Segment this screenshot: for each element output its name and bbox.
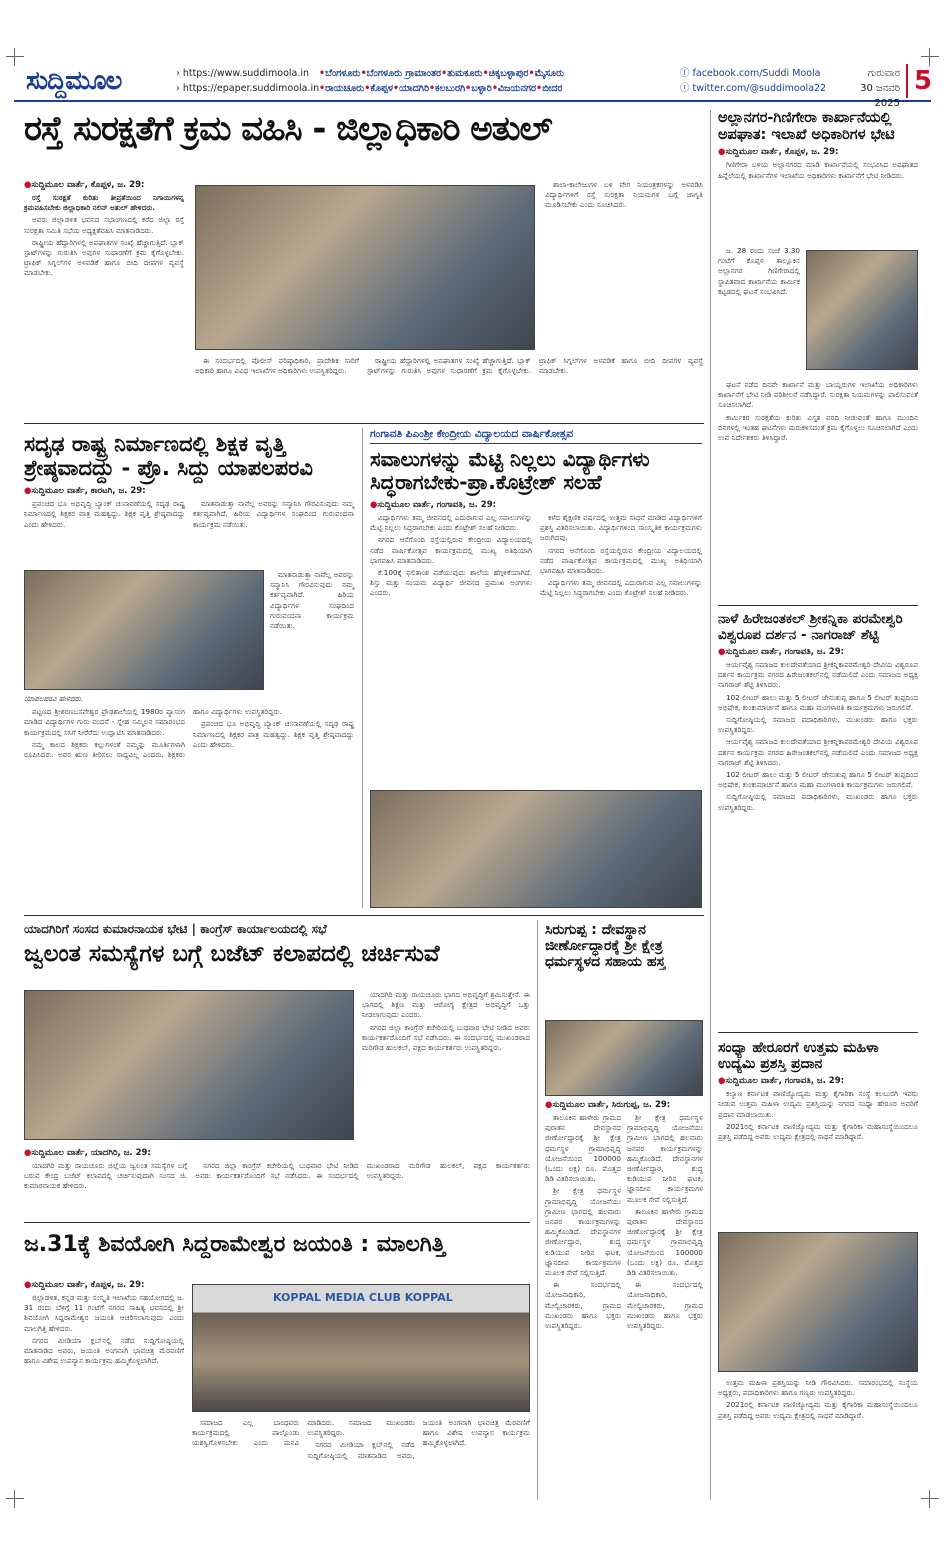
article-body: ರಸ್ತೆ ಸುರಕ್ಷತೆ ಕುರಿತು ತೀವ್ರತೆಯಿಂದ ನಿಗಾಯಿಗಳನ್ನ ಕ್ರಮವಹಿಸಬೇಕು ಜಿಲ್ಲಾಧಿಕಾರಿ ನಲಿನ್ ಅತುಲ್ ಹೇಳಿದರು. ಅವರು ಜಿಲ್ಲಾಡಳಿತ ಭವನದ ಸಭಾಂಗಣದಲ್ಲಿ ಕರೆದ ಜಿಲ್ಲಾ ರಸ್ತೆ ಸುರಕ್ಷತಾ ಸಮಿತಿ ಸಭೆಯ ಅಧ್ಯಕ್ಷತೆವಹಿಸಿ ಮಾತನಾಡಿದರು. ರಾಷ್ಟ್ರೀಯ ಹೆದ್ದಾರಿಗಳಲ್ಲಿ ಅಪಘಾತಗಳ ಸಂಖ್ಯೆ ಹೆಚ್ಚಾಗುತ್ತಿದೆ. ಬ್ಲಾಕ್ ಸ್ಪಾಟ್‌ಗಳನ್ನು ಗುರುತಿಸಿ ಅವುಗಳ ಸುಧಾರಣೆಗೆ ಕ್ರಮ ಕೈಗೊಳ್ಳಬೇಕು. ಟ್ರಾಫಿಕ್ ಸಿಗ್ನಲ್‌ಗಳ ಅಳವಡಿಕೆ ಹಾಗೂ ಬೀದಿ ದೀಪಗಳ ವ್ಯವಸ್ಥೆ ಮಾಡಬೇಕು. [24,193,184,278]
district-link[interactable]: ವಿಜಯನಗರ [497,83,537,94]
divider [718,605,918,606]
social-links [680,66,826,96]
byline: ●ಸುದ್ದಿಮೂಲ ವಾರ್ತೆ, ಸಿರುಗುಪ್ಪ, ಜ. 29: [545,1100,671,1110]
factory-photo [806,250,918,370]
day-label: ಗುರುವಾರ [867,68,900,79]
website-links [176,66,319,96]
district-row-1 [319,66,564,81]
district-row-2 [319,81,564,96]
registration-mark [6,1490,24,1508]
article-road-safety [24,110,704,149]
district-link[interactable]: ಬೀದರ [542,83,563,94]
byline: ●ಸುದ್ದಿಮೂಲ ವಾರ್ತೆ, ಕಾರಟಗಿ, ಜ. 29: [24,486,146,497]
byline: ●ಸುದ್ದಿಮೂಲ ವಾರ್ತೆ, ಕೊಪ್ಪಳ, ಜ. 29: [24,180,145,190]
headline: ರಸ್ತೆ ಸುರಕ್ಷತೆಗೆ ಕ್ರಮ ವಹಿಸಿ - ಜಿಲ್ಲಾಧಿಕಾರಿ ಅತುಲ್ [24,109,552,149]
facebook-link[interactable]: ⓕ facebook.com/Suddi Moola [680,68,821,79]
column-divider [362,428,363,908]
bullet-icon: • [465,83,472,94]
bullet-icon: • [319,83,326,94]
page-number: 5 [906,64,932,98]
article-teacher: ಸದೃಢ ರಾಷ್ಟ್ರ ನಿರ್ಮಾಣದಲ್ಲಿ ಶಿಕ್ಷಕ ವೃತ್ತಿ ಶ್ರೇಷ್ಠವಾದದ್ದು - ಪ್ರೊ. ಸಿದ್ದು ಯಾಪಲಪರವಿ ●ಸುದ್ದಿಮೂಲ ವಾರ್ತೆ, ಕಾರಟಗಿ, ಜ. 29: ಪ್ರಪಂಚದ ಭೂ ಅಭಿವೃದ್ಧಿ ಬ್ಯಾಂಕ್ ಚುನಾವಣೆಯಲ್ಲಿ ಸದೃಢ ರಾಷ್ಟ್ರ ನಿರ್ಮಾಣದಲ್ಲಿ ಶಿಕ್ಷಕರ ಪಾತ್ರ ಮಹತ್ವದ್ದು. ಶಿಕ್ಷಕ ವೃತ್ತಿ ಶ್ರೇಷ್ಠವಾದದ್ದು ಎಂದು ಹೇಳಿದರು. ಮಾತನಾಡುತ್ತಾ ನಾವೆಲ್ಲ ಅವರನ್ನು ಸನ್ಮಾನಿಸಿ ಗೌರವಿಸುವುದು ನಮ್ಮ ಕರ್ತವ್ಯವಾಗಿದೆ. ಹಿರಿಯ ವಿದ್ಯಾರ್ಥಿಗಳ ಸಂಘದಿಂದ ಗುರುವಂದನಾ ಕಾರ್ಯಕ್ರಮ ನಡೆಯಿತು. [24,432,354,529]
headline: ಸವಾಲುಗಳನ್ನು ಮೆಟ್ಟಿ ನಿಲ್ಲಲು ವಿದ್ಯಾರ್ಥಿಗಳು ಸಿದ್ಧರಾಗಬೇಕು-ಪ್ರಾ.ಕೊಟ್ರೇಶ್ ಸಲಹೆ [370,447,650,494]
divider [718,1032,918,1033]
headline: ಸದೃಢ ರಾಷ್ಟ್ರ ನಿರ್ಮಾಣದಲ್ಲಿ ಶಿಕ್ಷಕ ವೃತ್ತಿ ಶ್ರೇಷ್ಠವಾದದ್ದು - ಪ್ರೊ. ಸಿದ್ದು ಯಾಪಲಪರವಿ [24,432,313,481]
bullet-icon: • [482,68,489,79]
newspaper-logo[interactable]: ಸುದ್ದಿಮೂಲ [26,66,122,96]
kicker: ಗಂಗಾವತಿ ಪಿಎಂಶ್ರೀ ಕೇಂದ್ರೀಯ ವಿದ್ಯಾಲಯದ ವಾರ್ಷಿಕೋತ್ಸವ [370,428,702,444]
district-link[interactable]: ಯಾದಗಿರಿ [399,83,429,94]
bullet-icon: • [364,83,371,94]
twitter-icon: ⓣ [680,83,693,94]
article-road-safety-text-1 [24,180,184,281]
article-shivayogi [24,1232,530,1257]
district-link[interactable]: ಚಿಕ್ಕಬಳ್ಳಾಪುರ [488,68,529,79]
bullet-icon: • [393,83,400,94]
headline: ನಾಳೆ ಹಿರೇಜಂತಕಲ್ ಶ್ರೀಕನ್ನಿಕಾ ಪರಮೇಶ್ವರಿ ವಿಶ್ವರೂಪ ದರ್ಶನ - ನಾಗರಾಜ್ ಶೆಟ್ಟಿ [718,611,903,643]
temple-donation-photo [545,1020,703,1096]
headline: ಜ.31ಕ್ಕೆ ಶಿವಯೋಗಿ ಸಿದ್ದರಾಮೇಶ್ವರ ಜಯಂತಿ : ಮಾಲಗಿತ್ತಿ [24,1232,446,1257]
website-link[interactable]: › https://www.suddimoola.in [176,68,310,79]
date-label: 30 ಜನವರಿ 2025 [860,83,900,109]
column-divider [537,920,538,1500]
headline: ಅಲ್ಲಾನಗರ-ಗಿಣಿಗೇರಾ ಕಾರ್ಖಾನೆಯಲ್ಲಿ ಅಪಘಾತ: ಇಲಾಖೆ ಅಧಿಕಾರಿಗಳ ಭೇಟಿ [718,110,895,143]
district-link[interactable]: ಮೈಸೂರು [534,68,565,79]
bullet-icon: • [528,68,535,79]
bullet-icon: • [319,68,326,79]
award-ceremony-photo [718,1232,918,1372]
district-list [319,66,564,96]
article-alloy-accident: ಅಲ್ಲಾನಗರ-ಗಿಣಿಗೇರಾ ಕಾರ್ಖಾನೆಯಲ್ಲಿ ಅಪಘಾತ: ಇಲಾಖೆ ಅಧಿಕಾರಿಗಳ ಭೇಟಿ ●ಸುದ್ದಿಮೂಲ ವಾರ್ತೆ, ಕೊಪ್ಪಳ, ಜ. 29: ಗಿಣಿಗೇರಾ ಬಳಿಯ ಅಲ್ಲಾನಗರದ ಮಾಡಿ ಕಾರ್ಖಾನೆಯಲ್ಲಿ ಸಂಭವಿಸಿದ ಅಪಘಾತದ ಹಿನ್ನೆಲೆಯಲ್ಲಿ ಕಾರ್ಖಾನೆಗಳ ಇಲಾಖೆಯ ಅಧಿಕಾರಿಗಳು ಕಾರ್ಖಾನೆಗೆ ಭೇಟಿ ನೀಡಿದರು. [718,110,918,180]
epaper-link[interactable]: › https://epaper.suddimoola.in [176,83,320,94]
article-siruguppa [545,922,703,970]
article-road-safety-text-2: ಶಾಲಾ-ಕಾಲೇಜುಗಳ ಬಳಿ ವೇಗ ನಿಯಂತ್ರಕಗಳನ್ನು ಅಳವಡಿಸಿ ವಿದ್ಯಾರ್ಥಿಗಳಿಗೆ ರಸ್ತೆ ಸುರಕ್ಷತಾ ನಿಯಮಗಳ ಬಗ್ಗೆ ಜಾಗೃತಿ ಮೂಡಿಸಬೇಕು ಎಂದು ಸೂಚಿಸಿದರು. [545,180,703,210]
press-meet-photo [192,1284,530,1412]
divider [24,1222,530,1223]
column-divider [710,110,711,1500]
district-link[interactable]: ರಾಯಚೂರು [325,83,365,94]
road-safety-photo [195,185,535,350]
registration-mark [921,1490,939,1508]
byline: ●ಸುದ್ದಿಮೂಲ ವಾರ್ತೆ, ಯಾದಗಿರಿ, ಜ. 29: [24,1148,151,1158]
twitter-link[interactable]: ⓣ twitter.com/@suddimoola22 [680,83,827,94]
bullet-icon: • [441,68,448,79]
mp-meeting-photo [24,990,354,1140]
district-link[interactable]: ಕೊಪ್ಪಳ [370,83,394,94]
headline: ಜೀರ್ಣೋದ್ಧಾರಕ್ಕೆ ಶ್ರೀ ಕ್ಷೇತ್ರ ಧರ್ಮಸ್ಥಳದ ಸಹಾಯ ಹಸ್ತ [545,938,666,971]
headline: ಸಂಧ್ಯಾ ಹೇರೂರಗೆ ಉತ್ತಮ ಮಹಿಳಾ ಉದ್ಯಮಿ ಪ್ರಶಸ್ತಿ ಪ್ರದಾನ [718,1040,879,1073]
district-link[interactable]: ಬೆಂಗಳೂರು ಗ್ರಾಮಾಂತರ [366,68,441,79]
date-block [834,66,900,111]
masthead [14,62,933,109]
bullet-icon: • [536,83,543,94]
byline: ●ಸುದ್ದಿಮೂಲ ವಾರ್ತೆ, ಗಂಗಾವತಿ, ಜ. 29: [370,500,497,510]
bullet-icon: • [428,83,436,94]
divider [24,423,704,424]
bullet-icon: • [360,68,367,79]
headline: ಜ್ವಲಂತ ಸಮಸ್ಯೆಗಳ ಬಗ್ಗೆ ಬಜೆಟ್ ಕಲಾಪದಲ್ಲಿ ಚರ್ಚಿಸುವೆ [24,941,440,967]
caption: ಯಾಪಲಪರವಿ ಹೇಳಿದರು. [24,694,84,703]
kicker: ಸಿರುಗುಪ್ಪ : ದೇವಸ್ಥಾನ [545,922,646,938]
divider [24,915,704,916]
media-club-banner: KOPPAL MEDIA CLUB KOPPAL [273,1291,453,1304]
district-link[interactable]: ಕಲಬುರಗಿ [435,83,466,94]
article-road-safety-text-3: ಈ ಸಂದರ್ಭದಲ್ಲಿ ಪೊಲೀಸ್ ವರಿಷ್ಠಾಧಿಕಾರಿ, ಪ್ರಾದೇಶಿಕ ಸಾರಿಗೆ ಅಧಿಕಾರಿ ಹಾಗೂ ವಿವಿಧ ಇಲಾಖೆಗಳ ಅಧಿಕಾರಿಗಳು ಉಪಸ್ಥಿತರಿದ್ದರು. ರಾಷ್ಟ್ರೀಯ ಹೆದ್ದಾರಿಗಳಲ್ಲಿ ಅಪಘಾತಗಳ ಸಂಖ್ಯೆ ಹೆಚ್ಚಾಗುತ್ತಿದೆ. ಬ್ಲಾಕ್ ಸ್ಪಾಟ್‌ಗಳನ್ನು ಗುರುತಿಸಿ ಅವುಗಳ ಸುಧಾರಣೆಗೆ ಕ್ರಮ ಕೈಗೊಳ್ಳಬೇಕು. ಟ್ರಾಫಿಕ್ ಸಿಗ್ನಲ್‌ಗಳ ಅಳವಡಿಕೆ ಹಾಗೂ ಬೀದಿ ದೀಪಗಳ ವ್ಯವಸ್ಥೆ ಮಾಡಬೇಕು. [195,356,703,376]
teacher-event-photo [24,570,264,690]
byline: ●ಸುದ್ದಿಮೂಲ ವಾರ್ತೆ, ಕೊಪ್ಪಳ, ಜ. 29: [24,1280,145,1290]
bullet-icon: • [491,83,498,94]
byline: ●ಸುದ್ದಿಮೂಲ ವಾರ್ತೆ, ಗಂಗಾವತಿ, ಜ. 29: [718,647,845,658]
article-kv: ಗಂಗಾವತಿ ಪಿಎಂಶ್ರೀ ಕೇಂದ್ರೀಯ ವಿದ್ಯಾಲಯದ ವಾರ್ಷಿಕೋತ್ಸವ ಸವಾಲುಗಳನ್ನು ಮೆಟ್ಟಿ ನಿಲ್ಲಲು ವಿದ್ಯಾರ್ಥಿಗಳು ಸಿದ್ಧರಾಗಬೇಕು-ಪ್ರಾ.ಕೊಟ್ರೇಶ್ ಸಲಹೆ ●ಸುದ್ದಿಮೂಲ ವಾರ್ತೆ, ಗಂಗಾವತಿ, ಜ. 29: ವಿದ್ಯಾರ್ಥಿಗಳು ತಮ್ಮ ಜೀವನದಲ್ಲಿ ಎದುರಾಗುವ ಎಲ್ಲ ಸವಾಲುಗಳನ್ನು ಮೆಟ್ಟಿ ನಿಲ್ಲಲು ಸಿದ್ಧರಾಗಬೇಕು ಎಂದು ಕೊಟ್ರೇಶ್ ಸಲಹೆ ನೀಡಿದರು. ನಗರದ ಆನೆಗೊಂದಿ ರಸ್ತೆಯಲ್ಲಿರುವ ಕೇಂದ್ರೀಯ ವಿದ್ಯಾಲಯದಲ್ಲಿ ನಡೆದ ವಾರ್ಷಿಕೋತ್ಸವ ಕಾರ್ಯಕ್ರಮದಲ್ಲಿ ಮುಖ್ಯ ಅತಿಥಿಯಾಗಿ ಭಾಗವಹಿಸಿ ಮಾತನಾಡಿದರು. ಕೆ.100ಕ್ಕೆ ಫಲಿತಾಂಶ ಪಡೆಯುವುದು ಶಾಲೆಯ ಹೆಗ್ಗಳಿಕೆಯಾಗಿದೆ. ಶಿಸ್ತು ಮತ್ತು ಸಂಯಮ ವಿದ್ಯಾರ್ಥಿ ಜೀವನದ ಪ್ರಮುಖ ಅಂಗಗಳು ಎಂದರು. ಕಳೆದ ಶೈಕ್ಷಣಿಕ ವರ್ಷದಲ್ಲಿ ಉತ್ತಮ ಸಾಧನೆ ಮಾಡಿದ ವಿದ್ಯಾರ್ಥಿಗಳಿಗೆ ಪ್ರಶಸ್ತಿ ವಿತರಿಸಲಾಯಿತು. ವಿದ್ಯಾರ್ಥಿಗಳಿಂದ ಸಾಂಸ್ಕೃತಿಕ ಕಾರ್ಯಕ್ರಮಗಳು ಜರುಗಿದವು. ನಗರದ ಆನೆಗೊಂದಿ ರಸ್ತೆಯಲ್ಲಿರುವ ಕೇಂದ್ರೀಯ ವಿದ್ಯಾಲಯದಲ್ಲಿ ನಡೆದ ವಾರ್ಷಿಕೋತ್ಸವ ಕಾರ್ಯಕ್ರಮದಲ್ಲಿ ಮುಖ್ಯ ಅತಿಥಿಯಾಗಿ ಭಾಗವಹಿಸಿ ಮಾತನಾಡಿದರು. ವಿದ್ಯಾರ್ಥಿಗಳು ತಮ್ಮ ಜೀವನದಲ್ಲಿ ಎದುರಾಗುವ ಎಲ್ಲ ಸವಾಲುಗಳನ್ನು ಮೆಟ್ಟಿ ನಿಲ್ಲಲು ಸಿದ್ಧರಾಗಬೇಕು ಎಂದು ಕೊಟ್ರೇಶ್ ಸಲಹೆ ನೀಡಿದರು. [370,428,702,598]
article-sandhya: ಸಂಧ್ಯಾ ಹೇರೂರಗೆ ಉತ್ತಮ ಮಹಿಳಾ ಉದ್ಯಮಿ ಪ್ರಶಸ್ತಿ ಪ್ರದಾನ ●ಸುದ್ದಿಮೂಲ ವಾರ್ತೆ, ಗಂಗಾವತಿ, ಜ. 29: ಕಲ್ಯಾಣ ಕರ್ನಾಟಕ ವಾಣಿಜ್ಯೋದ್ಯಮ ಮತ್ತು ಕೈಗಾರಿಕಾ ಸಂಸ್ಥೆ ಕಲಬುರಗಿ ಇವರು ನೀಡುವ ಉತ್ತಮ ಮಹಿಳಾ ಉದ್ಯಮಿ ಪ್ರಶಸ್ತಿಯನ್ನು ನಗರದ ಸಂಧ್ಯಾ ಹೇರೂರ ಅವರಿಗೆ ಪ್ರದಾನ ಮಾಡಲಾಯಿತು. 2021ರಲ್ಲಿ ಕರ್ನಾಟಕ ವಾಣಿಜ್ಯೋದ್ಯಮ ಮತ್ತು ಕೈಗಾರಿಕಾ ಮಹಾಸಂಸ್ಥೆಯಿಂದಲೂ ಪ್ರಶಸ್ತಿ ಪಡೆದಿದ್ದ ಅವರು ಉದ್ಯಮ ಕ್ಷೇತ್ರದಲ್ಲಿ ಸಾಧನೆ ಮಾಡಿದ್ದಾರೆ. [718,1040,918,1141]
district-link[interactable]: ಬಳ್ಳಾರಿ [471,83,492,94]
kicker: ಯಾದಗಿರಿಗೆ ಸಂಸದ ಕುಮಾರನಾಯಕ ಭೇಟಿ | ಕಾಂಗ್ರೆಸ್ ಕಾರ್ಯಾಲಯದಲ್ಲಿ ಸಭೆ [24,922,327,936]
district-link[interactable]: ಬೆಂಗಳೂರು [325,68,361,79]
byline: ●ಸುದ್ದಿಮೂಲ ವಾರ್ತೆ, ಗಂಗಾವತಿ, ಜ. 29: [718,1076,845,1087]
district-link[interactable]: ತುಮಕೂರು [447,68,483,79]
article-mp-visit [24,922,524,967]
facebook-icon: ⓕ [680,68,693,79]
byline: ●ಸುದ್ದಿಮೂಲ ವಾರ್ತೆ, ಕೊಪ್ಪಳ, ಜ. 29: [718,147,839,158]
kv-anniversary-photo [370,790,702,908]
article-hirejantakal: ನಾಳೆ ಹಿರೇಜಂತಕಲ್ ಶ್ರೀಕನ್ನಿಕಾ ಪರಮೇಶ್ವರಿ ವಿಶ್ವರೂಪ ದರ್ಶನ - ನಾಗರಾಜ್ ಶೆಟ್ಟಿ ●ಸುದ್ದಿಮೂಲ ವಾರ್ತೆ, ಗಂಗಾವತಿ, ಜ. 29: ಆರ್ಯವೈಶ್ಯ ಸಮಾಜದ ಕುಲದೇವತೆಯಾದ ಶ್ರೀಕನ್ನಿಕಾಪರಮೇಶ್ವರಿ ದೇವಿಯ ವಿಶ್ವರೂಪ ದರ್ಶನ ಕಾರ್ಯಕ್ರಮ ನಗರದ ಹಿರೇಜಂತಕಲ್‌ನಲ್ಲಿ ನಡೆಯಲಿದೆ ಎಂದು ಸಮಾಜದ ಅಧ್ಯಕ್ಷ ನಾಗರಾಜ್ ಶೆಟ್ಟಿ ತಿಳಿಸಿದರು. 102 ಲೀಟರ್ ಹಾಲು ಮತ್ತು 5 ಲೀಟರ್ ಜೇನುತುಪ್ಪ ಹಾಗೂ 5 ಲೀಟರ್ ತುಪ್ಪದಿಂದ ಅಭಿಷೇಕ, ಕುಂಕುಮಾರ್ಚನೆ ಹಾಗೂ ಮಹಾ ಮಂಗಳಾರತಿ ಕಾರ್ಯಕ್ರಮಗಳು ಜರುಗಲಿವೆ. ಸುದ್ದಿಗೋಷ್ಠಿಯಲ್ಲಿ ಸಮಾಜದ ಪದಾಧಿಕಾರಿಗಳು, ಮುಖಂಡರು ಹಾಗೂ ಭಕ್ತರು ಉಪಸ್ಥಿತರಿದ್ದರು. ಆರ್ಯವೈಶ್ಯ ಸಮಾಜದ ಕುಲದೇವತೆಯಾದ ಶ್ರೀಕನ್ನಿಕಾಪರಮೇಶ್ವರಿ ದೇವಿಯ ವಿಶ್ವರೂಪ ದರ್ಶನ ಕಾರ್ಯಕ್ರಮ ನಗರದ ಹಿರೇಜಂತಕಲ್‌ನಲ್ಲಿ ನಡೆಯಲಿದೆ ಎಂದು ಸಮಾಜದ ಅಧ್ಯಕ್ಷ ನಾಗರಾಜ್ ಶೆಟ್ಟಿ ತಿಳಿಸಿದರು. 102 ಲೀಟರ್ ಹಾಲು ಮತ್ತು 5 ಲೀಟರ್ ಜೇನುತುಪ್ಪ ಹಾಗೂ 5 ಲೀಟರ್ ತುಪ್ಪದಿಂದ ಅಭಿಷೇಕ, ಕುಂಕುಮಾರ್ಚನೆ ಹಾಗೂ ಮಹಾ ಮಂಗಳಾರತಿ ಕಾರ್ಯಕ್ರಮಗಳು ಜರುಗಲಿವೆ. ಸುದ್ದಿಗೋಷ್ಠಿಯಲ್ಲಿ ಸಮಾಜದ ಪದಾಧಿಕಾರಿಗಳು, ಮುಖಂಡರು ಹಾಗೂ ಭಕ್ತರು ಉಪಸ್ಥಿತರಿದ್ದರು. [718,611,918,812]
